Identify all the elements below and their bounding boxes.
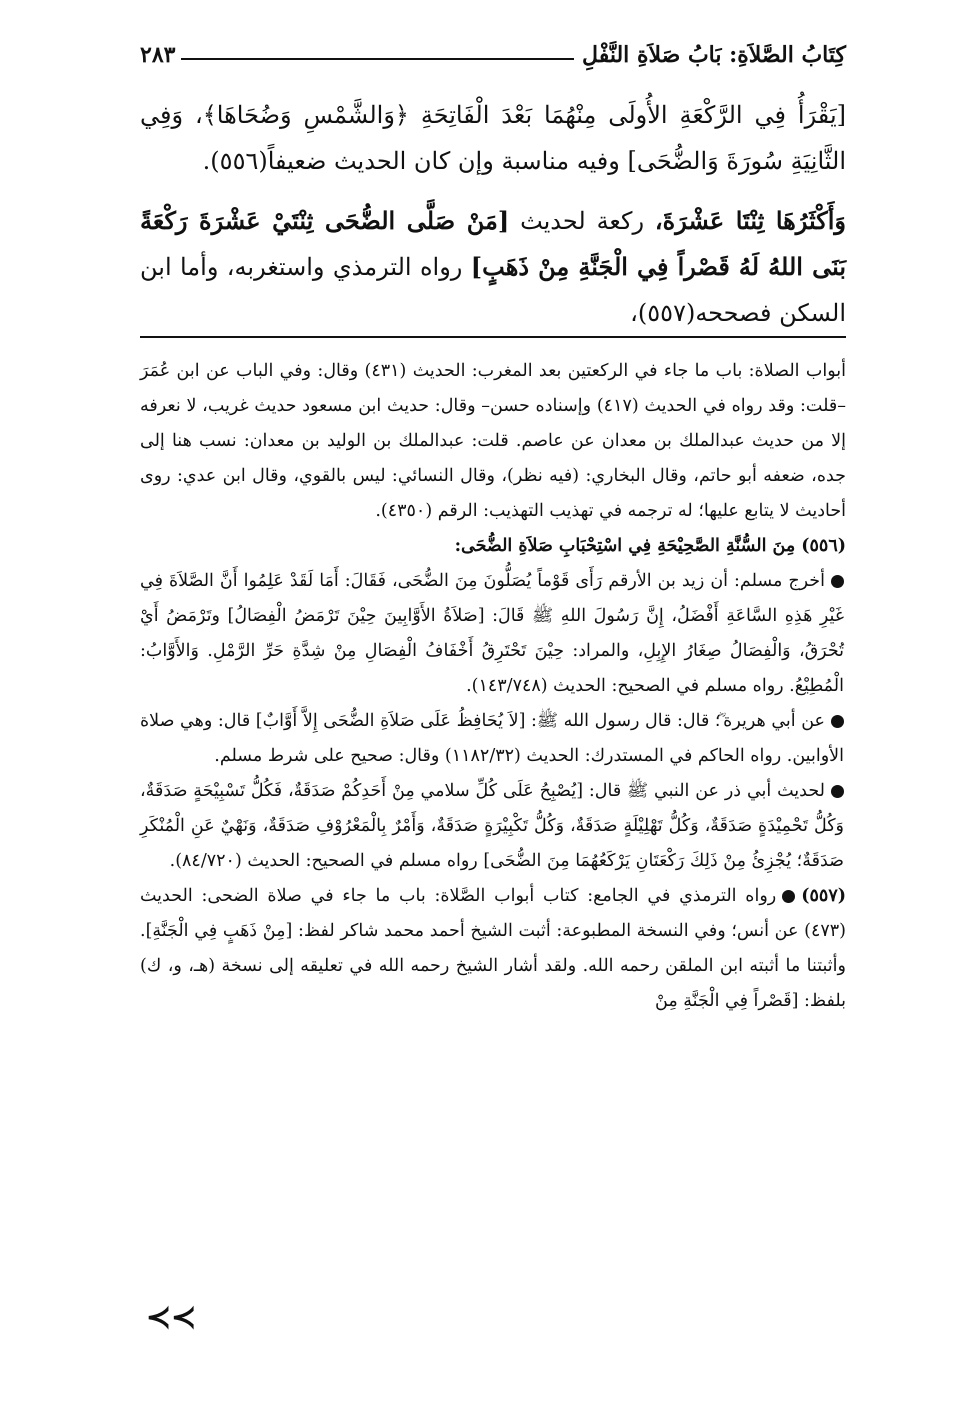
page-number: ٢٨٣ [140,42,176,68]
bullet-icon [831,715,844,728]
footnote-text: رواه الترمذي في الجامع: كتاب أبواب الصَّلاة: باب ما جاء في صلاة الضحى: الحديث (٤٧٣) عن أنس؛ وفي النسخة المطبوعة: أثبت الشيخ أحمد محمد شاكر لفظ: [مِنْ ذَهَبٍ فِي الْجَنَّةِ]. وأثبتنا ما أثبته ابن الملقن رحمه الله. ولقد أشار الشيخ رحمه الله في تعليقه إلى نسخة (هـ، و، ك) بلفظ: [قَصْراً فِي الْجَنَّةِ مِنْ [140,886,846,1011]
footnote-bullet [140,704,846,774]
bullet-icon [831,785,844,798]
main-paragraph-2 [140,198,846,336]
footnote-number: (٥٥٦) [801,536,846,556]
bullet-text: لحديث أبي ذر عن النبي ﷺ قال: [يُصْبِحُ عَلَى كُلِّ سلامي مِنْ أَحَدِكُمْ صَدَقَةٌ، فَكُلُّ تَسْبِيْحَةٍ صَدَقَةٌ، وَكُلُّ تَحْمِيْدَةٍ صَدَقَةٌ، وَكُلُّ تَهْلِيْلَةٍ صَدَقَةٌ، وَكُلُّ تَكْبِيْرَةٍ صَدَقَةٌ، وَأَمْرٌ بِالْمَعْرُوْفِ صَدَقَةٌ، وَنَهْيٌ عَنِ الْمُنْكَرِ صَدَقَةٌ؛ يُجْزِئُ مِنْ ذَلِكَ رَكْعَتَانِ يَرْكَعُهُمَا مِنَ الضُّحَى] رواه مسلم في الصحيح: الحديث (٨٤/٧٢٠). [140,781,844,871]
footnotes [140,354,846,1019]
footnote-bullet [140,774,846,879]
footnote-556-heading [140,529,846,564]
hadith-quote: [مَنْ صَلَّى الضُّحَى ثِنْتَيْ عَشْرَةَ رَكْعَةً بَنَى اللهُ لَهُ قَصْراً فِي الْجَنَّةِ مِنْ ذَهَبٍ] [140,206,847,281]
running-head [140,28,846,68]
footnote-heading: مِنَ السُّنَّةِ الصَّحِيْحَةِ فِي اسْتِحْبَابِ صَلاَةِ الضُّحَى: [454,536,796,556]
footnote-bullet [140,564,846,704]
footnote-divider [140,336,846,338]
bullet-text: عن أبي هريرة ؓ؛ قال: قال رسول الله ﷺ: [لاَ يُحَافِظُ عَلَى صَلاَةِ الضُّحَى إِلاَّ أَوَّابٌ] قال: وهي صلاة الأوابين. رواه الحاكم في المستدرك: الحديث (١١٨٢/٣٢) وقال: صحيح على شرط مسلم. [140,711,844,766]
bullet-text: أخرج مسلم: أن زيد بن الأرقم رَأَى قَوْماً يُصَلُّونَ مِنَ الضُّحَى، فَقَالَ: أَمَا لَقَدْ عَلِمُوا أَنَّ الصَّلاَةَ فِي غَيْرِ هَذِهِ السَّاعَةِ أَفْضَلُ، إِنَّ رَسُولَ اللهِ ﷺ قَالَ: [صَلاَةُ الأَوَّابِينَ حِيْنَ تَرْمَضُ الْفِصَالُ] وتَرْمَضُ أَيْ تُحْرَقُ، وَالْفِصَالُ صِغَارُ الإِبِلِ، والمراد: حِيْنَ تَحْتَرِقُ أَخْفَافُ الْفِصَالِ مِنْ شِدَّةِ حَرِّ الرَّمْلِ. وَالأَوَّابُ: الْمُطِيْعُ. رواه مسلم في الصحيح: الحديث (١٤٣/٧٤٨). [140,571,844,696]
footnote-number: (٥٥٧) [801,886,846,906]
continuation-arrow-icon: ≺≺ [146,1300,197,1335]
bullet-icon [831,575,844,588]
header-rule [181,58,574,60]
footnote-continued: أبواب الصلاة: باب ما جاء في الركعتين بعد المغرب: الحديث (٤٣١) وقال: وفي الباب عن ابن عُمَرَ –قلت: وقد رواه في الحديث (٤١٧) وإسناده حسن– وقال: حديث ابن مسعود حديث غريب، لا نعرفه إلا من حديث عبدالملك بن معدان عن عاصم. قلت: عبدالملك بن الوليد بن معدان: نسب هنا إلى جده، ضعفه أبو حاتم، وقال البخاري: (فيه نظر)، وقال النسائي: ليس بالقوي، وقال ابن عدي: روى أحاديث لا يتابع عليها؛ له ترجمه في تهذيب التهذيب: الرقم (٤٣٥٠). [140,361,847,521]
main-text [140,92,846,350]
running-title: كِتَابُ الصَّلاَةِ: بَابُ صَلاَةِ النَّفْلِ [582,42,846,68]
bold-lead-phrase: وَأَكْثَرُهَا ثِنْتَا عَشْرَةَ، [654,206,846,235]
text-segment: ركعة لحديث [520,207,645,235]
text-segment: رواه الترمذي واستغربه، وأما ابن السكن فصححه(٥٥٧)، [140,253,846,327]
main-paragraph-1: [يَقْرَأُ فِي الرَّكْعَةِ الأُولَى مِنْهُمَا بَعْدَ الْفَاتِحَةِ ﴿وَالشَّمْسِ وَضُحَاهَا﴾، وَفِي الثَّانِيَةِ سُورَةَ وَالضُّحَى] وفيه مناسبة وإن كان الحديث ضعيفاً(٥٥٦). [140,101,846,175]
bullet-icon [782,890,795,903]
footnote-557 [140,879,846,1019]
